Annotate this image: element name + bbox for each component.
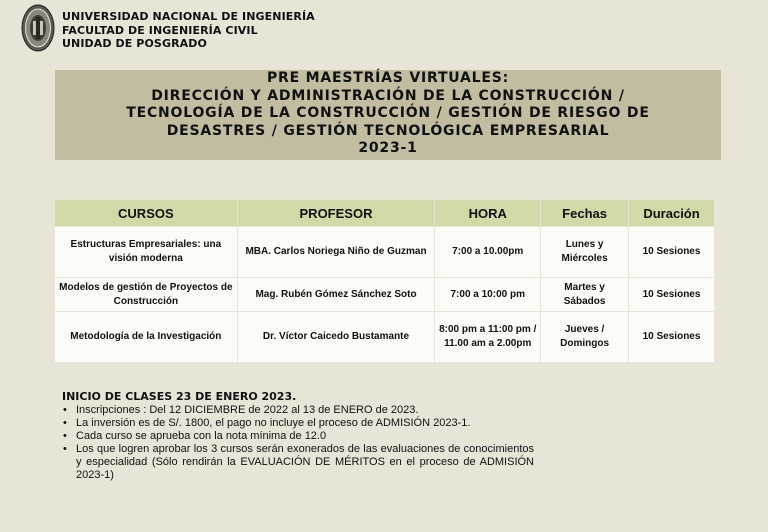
cell-hora: 7:00 a 10:00 pm <box>435 278 541 312</box>
faculty-name: FACULTAD DE INGENIERÍA CIVIL <box>62 23 258 37</box>
start-date-heading: INICIO DE CLASES 23 DE ENERO 2023. <box>62 390 297 403</box>
list-item <box>62 417 534 430</box>
col-header-duracion: Duración <box>629 200 715 227</box>
institution-header <box>62 10 315 51</box>
list-item-text: Inscripciones : Del 12 DICIEMBRE de 2022 al 13 de ENERO de 2023. <box>76 404 419 416</box>
title-banner <box>55 70 721 160</box>
col-header-fechas: Fechas <box>541 200 629 227</box>
enrollment-info <box>62 390 534 482</box>
bullet-icon: • <box>63 404 67 416</box>
cell-curso: Metodología de la Investigación <box>55 312 238 363</box>
cell-curso: Modelos de gestión de Proyectos de Construcción <box>55 278 238 312</box>
bullet-icon: • <box>63 430 67 442</box>
unit-name: UNIDAD DE POSGRADO <box>62 37 207 50</box>
table-row <box>55 312 715 363</box>
cell-duracion: 10 Sesiones <box>629 278 715 312</box>
cell-fechas: Lunes y Miércoles <box>541 227 629 278</box>
cell-profesor: Dr. Víctor Caicedo Bustamante <box>237 312 435 363</box>
cell-duracion: 10 Sesiones <box>629 312 715 363</box>
table-row <box>55 227 715 278</box>
university-name: UNIVERSIDAD NACIONAL DE INGENIERÍA <box>62 10 315 23</box>
col-header-profesor: PROFESOR <box>237 200 435 227</box>
cell-profesor: Mag. Rubén Gómez Sánchez Soto <box>237 278 435 312</box>
cell-fechas: Jueves / Domingos <box>541 312 629 363</box>
info-list <box>62 404 534 482</box>
bullet-icon: • <box>63 417 67 429</box>
banner-line-4: DESASTRES / GESTIÓN TECNOLÓGICA EMPRESARIAL <box>166 122 610 139</box>
cell-hora: 8:00 pm a 11:00 pm / 11.00 am a 2.00pm <box>435 312 541 363</box>
course-schedule-table <box>54 199 715 363</box>
cell-curso: Estructuras Empresariales: una visión moderna <box>55 227 238 278</box>
list-item-text: Los que logren aprobar los 3 cursos serán exonerados de las evaluaciones de conocimientos y especialidad (Sólo rendirán la EVALUACIÓN DE MÉRITOS en el proceso de ADMISIÓN 2023-1) <box>76 443 534 481</box>
cell-hora: 7:00 a 10.00pm <box>435 227 541 278</box>
cell-fechas: Martes y Sábados <box>541 278 629 312</box>
col-header-cursos: CURSOS <box>55 200 238 227</box>
list-item <box>62 430 534 443</box>
banner-line-2: DIRECCIÓN Y ADMINISTRACIÓN DE LA CONSTRUCCIÓN / <box>151 87 625 104</box>
banner-line-3: TECNOLOGÍA DE LA CONSTRUCCIÓN / GESTIÓN DE RIESGO DE <box>126 105 650 121</box>
table-row <box>55 278 715 312</box>
table-header-row <box>55 200 715 227</box>
bullet-icon: • <box>63 443 67 455</box>
list-item <box>62 443 534 482</box>
banner-line-1: PRE MAESTRÍAS VIRTUALES: <box>266 70 510 86</box>
banner-line-5: 2023-1 <box>358 140 418 156</box>
cell-duracion: 10 Sesiones <box>629 227 715 278</box>
list-item-text: Cada curso se aprueba con la nota mínima de 12.0 <box>76 430 327 442</box>
list-item-text: La inversión es de S/. 1800, el pago no incluye el proceso de ADMISIÓN 2023-1. <box>76 417 471 429</box>
cell-profesor: MBA. Carlos Noriega Niño de Guzman <box>237 227 435 278</box>
col-header-hora: HORA <box>435 200 541 227</box>
list-item <box>62 404 534 417</box>
university-seal-logo <box>21 4 55 52</box>
